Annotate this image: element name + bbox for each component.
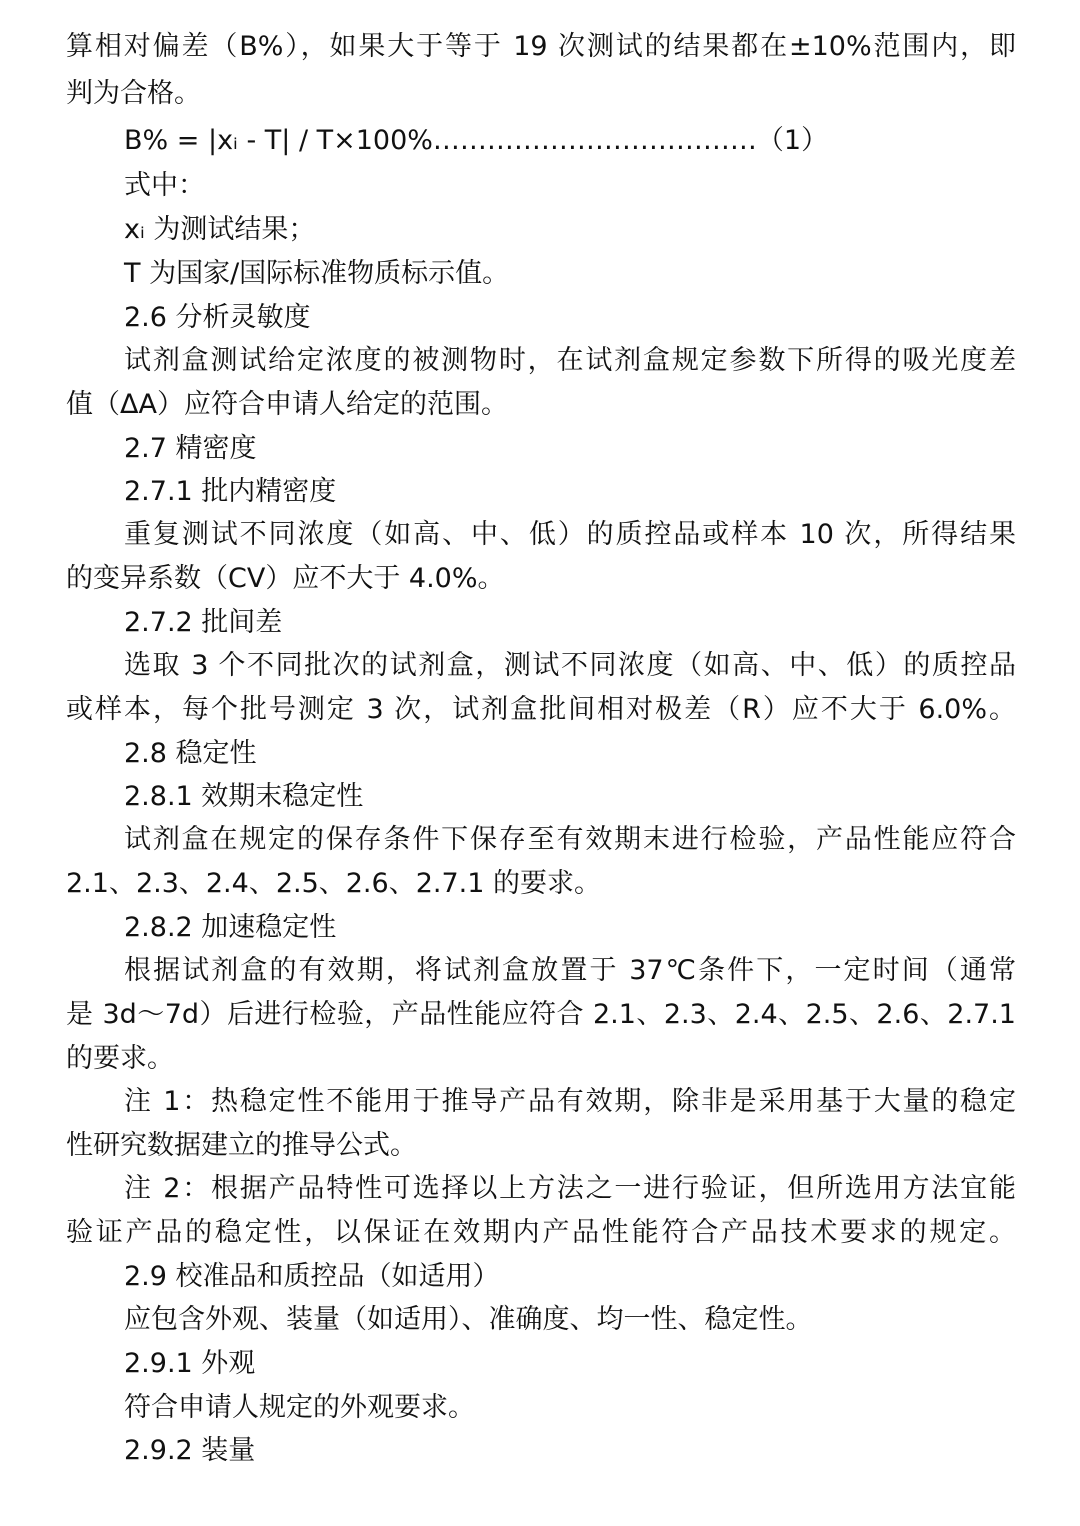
- text-line: 应包含外观、装量（如适用）、准确度、均一性、稳定性。: [124, 1304, 813, 1335]
- subsection-heading: 2.7.1 批内精密度: [124, 476, 337, 507]
- text-line: 性研究数据建立的推导公式。: [66, 1130, 417, 1161]
- note-line: 注 2：根据产品特性可选择以上方法之一进行验证，但所选用方法宜能: [124, 1173, 1016, 1204]
- note-line: 注 1：热稳定性不能用于推导产品有效期，除非是采用基于大量的稳定: [124, 1086, 1016, 1117]
- subsection-heading: 2.9.1 外观: [124, 1348, 256, 1379]
- section-heading: 2.7 精密度: [124, 433, 257, 464]
- text-line: 重复测试不同浓度（如高、中、低）的质控品或样本 10 次，所得结果: [124, 519, 1016, 550]
- subsection-heading: 2.7.2 批间差: [124, 607, 283, 638]
- text-line: 验证产品的稳定性，以保证在效期内产品性能符合产品技术要求的规定。: [66, 1217, 1016, 1248]
- section-heading: 2.6 分析灵敏度: [124, 302, 311, 333]
- text-line: 符合申请人规定的外观要求。: [124, 1392, 475, 1423]
- text-line: 根据试剂盒的有效期，将试剂盒放置于 37℃条件下，一定时间（通常: [124, 955, 1016, 986]
- text-line: T 为国家/国际标准物质标示值。: [124, 258, 510, 289]
- text-line: 是 3d～7d）后进行检验，产品性能应符合 2.1、2.3、2.4、2.5、2.6、2.7.1: [66, 999, 1016, 1030]
- subsection-heading: 2.8.2 加速稳定性: [124, 912, 337, 943]
- text-line: 选取 3 个不同批次的试剂盒，测试不同浓度（如高、中、低）的质控品: [124, 650, 1016, 681]
- subsection-heading: 2.8.1 效期末稳定性: [124, 781, 364, 812]
- text-line: 试剂盒在规定的保存条件下保存至有效期末进行检验，产品性能应符合: [124, 824, 1016, 855]
- text-line: 式中：: [124, 170, 205, 201]
- text-line: xᵢ 为测试结果；: [124, 214, 316, 245]
- text-line: 的变异系数（CV）应不大于 4.0%。: [66, 563, 505, 594]
- text-line: 或样本，每个批号测定 3 次，试剂盒批间相对极差（R）应不大于 6.0%。: [66, 694, 1016, 725]
- subsection-heading: 2.9.2 装量: [124, 1435, 256, 1466]
- text-line: 2.1、2.3、2.4、2.5、2.6、2.7.1 的要求。: [66, 868, 601, 899]
- text-line: 值（ΔA）应符合申请人给定的范围。: [66, 389, 508, 420]
- text-line: 试剂盒测试给定浓度的被测物时，在试剂盒规定参数下所得的吸光度差: [124, 345, 1016, 376]
- formula-line: B% = |xᵢ - T| / T×100%………………………………（1）: [124, 125, 829, 156]
- text-line: 的要求。: [66, 1043, 174, 1074]
- text-line: 算相对偏差（B%），如果大于等于 19 次测试的结果都在±10%范围内，即: [66, 31, 1016, 62]
- section-heading: 2.8 稳定性: [124, 738, 257, 769]
- section-heading: 2.9 校准品和质控品（如适用）: [124, 1261, 500, 1292]
- text-line: 判为合格。: [66, 78, 201, 109]
